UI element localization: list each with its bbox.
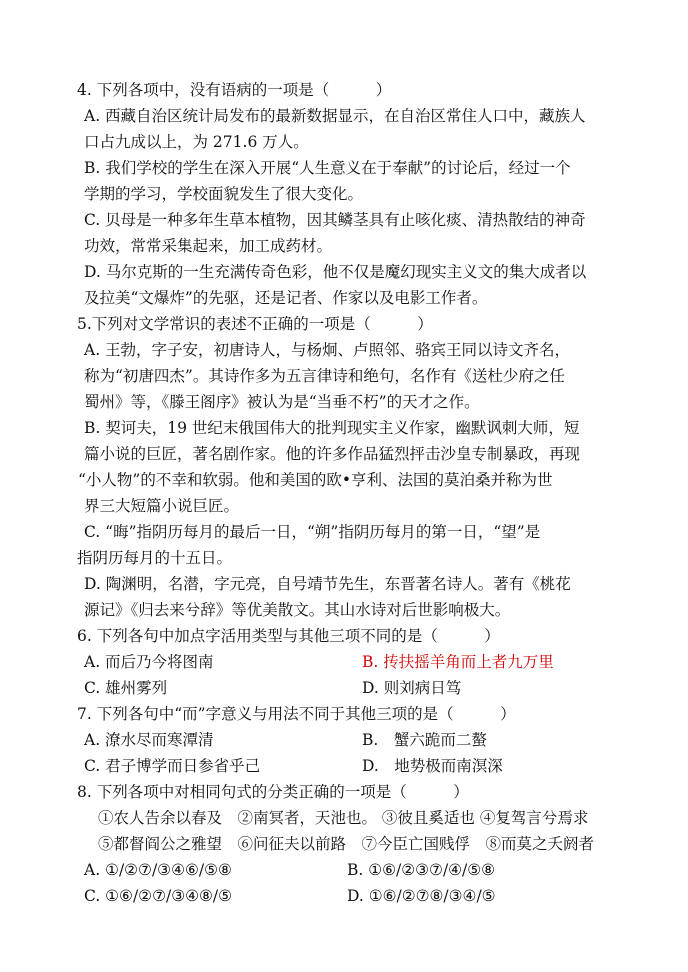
q8-stem: 8. 下列各项中对相同句式的分类正确的一项是（ ） [77,783,469,801]
q5-option-a-line2: 称为“初唐四杰”。其诗作多为五言律诗和绝句，名作有《送杜少府之任 [84,367,565,385]
q4-option-c-line1: C. 贝母是一种多年生草本植物，因其鳞茎具有止咳化痰、清热散结的神奇 [84,211,586,229]
q4-option-a-line2: 口占九成以上，为 271.6 万人。 [84,133,309,151]
q8-option-c: C. ①⑥/②⑦/③④⑧/⑤ [84,887,232,905]
q7-option-a: A. 潦水尽而寒潭清 [84,731,214,749]
q6-option-d: D. 则刘病日笃 [362,679,462,697]
q8-option-a: A. ①/②⑦/③④⑥/⑤⑧ [84,861,232,879]
q4-stem: 4. 下列各项中，没有语病的一项是（ ） [77,81,392,99]
q5-stem: 5.下列对文学常识的表述不正确的一项是（ ） [77,315,433,333]
q4-option-d-line1: D. 马尔克斯的一生充满传奇色彩，他不仅是魔幻现实主义文的集大成者以 [84,263,587,281]
q5-option-b-line4: 界三大短篇小说巨匠。 [84,497,240,515]
q6-option-b: B. 抟扶摇羊角而上者九万里 [362,653,554,671]
q4-option-b-line2: 学期的学习，学校面貌发生了很大变化。 [84,185,364,203]
q7-stem: 7. 下列各句中“而”字意义与用法不同于其他三项的是（ ） [77,705,516,723]
q8-option-b: B. ①⑥/②③⑦/④/⑤⑧ [347,861,496,879]
q5-option-a-line1: A. 王勃，字子安，初唐诗人，与杨炯、卢照邻、骆宾王同以诗文齐名， [84,341,571,359]
q8-items-row1: ①农人告余以春及 ②南冥者，天池也。 ③彼且奚适也 ④复驾言兮焉求 [98,809,589,827]
q6-option-c: C. 雄州雾列 [84,679,168,697]
q6-stem: 6. 下列各句中加点字活用类型与其他三项不同的是（ ） [77,627,500,645]
q5-option-c-line2: 指阴历每月的十五日。 [77,549,233,567]
q4-option-b-line1: B. 我们学校的学生在深入开展“人生意义在于奉献”的讨论后，经过一个 [84,159,571,177]
q6-option-a: A. 而后乃今将图南 [84,653,214,671]
q5-option-c-line1: C. “晦”指阴历每月的最后一日，“朔”指阴历每月的第一日，“望”是 [84,523,541,541]
q5-option-a-line3: 蜀州》等，《滕王阁序》被认为是“当垂不朽”的天才之作。 [84,393,480,411]
q8-option-d: D. ①⑥/②⑦⑧/③④/⑤ [347,887,496,905]
q5-option-b-line2: 篇小说的巨匠，著名剧作家。他的许多作品猛烈抨击沙皇专制暴政，再现 [84,445,581,463]
q8-items-row2: ⑤都督阎公之雅望 ⑥问征夫以前路 ⑦今臣亡国贱俘 ⑧而莫之夭阏者 [98,835,595,853]
q7-option-b: B. 蟹六跪而二螯 [362,731,487,749]
q4-option-a-line1: A. 西藏自治区统计局发布的最新数据显示，在自治区常住人口中，藏族人 [84,107,586,125]
q7-option-d: D. 地势极而南溟深 [362,757,503,775]
q5-option-d-line2: 源记》《归去来兮辞》等优美散文。其山水诗对后世影响极大。 [84,601,511,619]
q5-option-d-line1: D. 陶渊明，名潜，字元亮，自号靖节先生，东晋著名诗人。著有《桃花 [84,575,571,593]
q5-option-b-line1: B. 契诃夫，19 世纪末俄国伟大的批判现实主义作家，幽默讽刺大师，短 [84,419,580,437]
q4-option-c-line2: 功效，常常采集起来，加工成药材。 [84,237,333,255]
q5-option-b-line3: “小人物”的不幸和软弱。他和美国的欧•亨利、法国的莫泊桑并称为世 [78,471,553,489]
q7-option-c: C. 君子博学而日参省乎己 [84,757,261,775]
q4-option-d-line2: 及拉美“文爆炸”的先驱，还是记者、作家以及电影工作者。 [84,289,488,307]
